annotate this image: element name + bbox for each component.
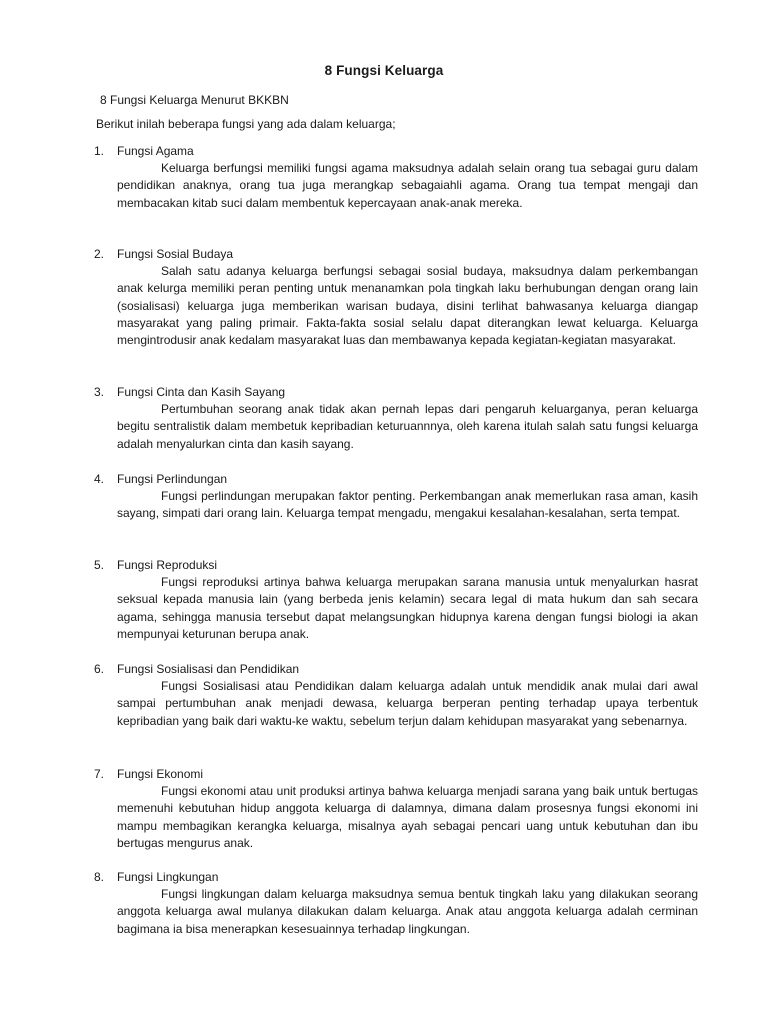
section-number: 3. xyxy=(94,385,105,399)
section-title: Fungsi Sosial Budaya xyxy=(117,247,234,261)
section-title: Fungsi Cinta dan Kasih Sayang xyxy=(117,385,286,399)
section-number: 8. xyxy=(94,870,105,884)
section-body: Pertumbuhan seorang anak tidak akan pernah lepas dari pengaruh keluarganya, peran keluarga begitu sentralistik dalam membetuk kepribadian keturuannnya, oleh karena itulah salah satu fungsi keluarga adalah menyalurkan cinta dan kasih sayang. xyxy=(117,402,698,451)
section-fungsi-lingkungan xyxy=(94,869,698,938)
section-body: Fungsi Sosialisasi atau Pendidikan dalam keluarga adalah untuk mendidik anak mulai dari awal sampai pertumbuhan anak menjadi dewasa, keluarga berperan penting terhadap upaya terbentuk kepribadian yang baik dari waktu-ke waktu, sebelum terjun dalam kehidupan masyarakat yang sebenarnya. xyxy=(117,679,698,728)
intro-paragraph: Berikut inilah beberapa fungsi yang ada dalam keluarga; xyxy=(96,117,396,131)
section-fungsi-agama xyxy=(94,143,698,212)
section-fungsi-cinta-kasih-sayang xyxy=(94,384,698,453)
section-title: Fungsi Lingkungan xyxy=(117,870,219,884)
section-body: Fungsi lingkungan dalam keluarga maksudnya semua bentuk tingkah laku yang dilakukan seorang anggota keluarga awal mulanya dilakukan dalam keluarga. Anak atau anggota keluarga adalah cerminan bagimana ia bisa menerapkan kesesuainnya terhadap lingkungan. xyxy=(117,887,698,936)
section-title: Fungsi Ekonomi xyxy=(117,767,204,781)
section-title: Fungsi Sosialisasi dan Pendidikan xyxy=(117,662,300,676)
section-number: 5. xyxy=(94,558,105,572)
section-body: Fungsi ekonomi atau unit produksi artinya bahwa keluarga menjadi sarana yang baik untuk bertugas memenuhi kebutuhan hidup anggota keluarga di dalamnya, dimana dalam prosesnya fungsi ekonomi ini mampu membagikan kerangka keluarga, misalnya ayah sebagai pencari uang untuk kebutuhan dan ibu bertugas mengurus anak. xyxy=(117,784,698,850)
section-body: Fungsi perlindungan merupakan faktor penting. Perkembangan anak memerlukan rasa aman, kasih sayang, simpati dari orang lain. Keluarga tempat mengadu, mengakui kesalahan-kesalahan, serta tempat. xyxy=(117,489,698,521)
section-number: 6. xyxy=(94,662,105,676)
section-title: Fungsi Reproduksi xyxy=(117,558,218,572)
section-body: Salah satu adanya keluarga berfungsi sebagai sosial budaya, maksudnya dalam perkembangan anak kelurga memiliki peran penting untuk menanamkan pola tingkah laku berhubungan dengan orang lain (sosialisasi) keluarga juga memberikan warisan budaya, disini terlihat bahwasanya keluarga diangap masyarakat yang paling primair. Fakta-fakta sosial selalu dapat diterangkan lewat keluarga. Keluarga mengintrodusir anak kedalam masyarakat luas dan membawanya kepada kegiatan-kegiatan masyarakat. xyxy=(117,264,698,348)
section-number: 2. xyxy=(94,247,105,261)
section-fungsi-perlindungan xyxy=(94,471,698,523)
section-body: Fungsi reproduksi artinya bahwa keluarga merupakan sarana manusia untuk menyalurkan hasrat seksual kepada manusia lain (yang berbeda jenis kelamin) secara legal di mata hukum dan sah secara agama, sehingga manusia tersebut dapat melangsungkan hidupnya karena dengan fungsi biologi ia akan mempunyai keturunan berupa anak. xyxy=(117,575,698,641)
section-number: 4. xyxy=(94,472,105,486)
section-title: Fungsi Perlindungan xyxy=(117,472,228,486)
section-fungsi-reproduksi xyxy=(94,557,698,643)
section-title: Fungsi Agama xyxy=(117,144,194,158)
section-body: Keluarga berfungsi memiliki fungsi agama maksudnya adalah selain orang tua sebagai guru dalam pendidikan anaknya, orang tua juga merangkap sebagaiahli agama. Orang tua tempat mengaji dan membacakan kitab suci dalam membentuk kepercayaan anak-anak mereka. xyxy=(117,161,698,210)
section-fungsi-sosialisasi-pendidikan xyxy=(94,661,698,730)
section-fungsi-ekonomi xyxy=(94,766,698,852)
document-subtitle: 8 Fungsi Keluarga Menurut BKKBN xyxy=(100,93,289,107)
document-title: 8 Fungsi Keluarga xyxy=(324,63,444,78)
section-fungsi-sosial-budaya xyxy=(94,246,698,349)
section-number: 1. xyxy=(94,144,105,158)
section-number: 7. xyxy=(94,767,105,781)
